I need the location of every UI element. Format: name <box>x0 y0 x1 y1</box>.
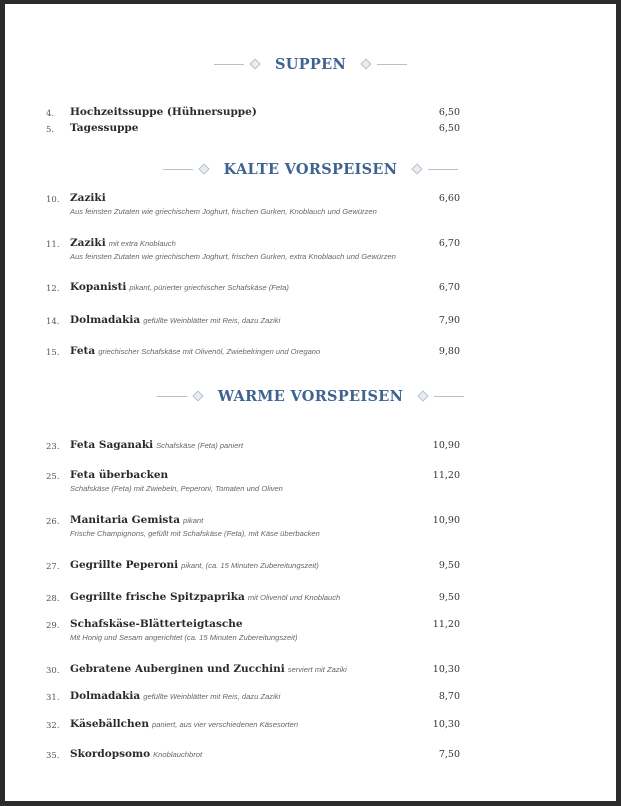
item-price: 10,90 <box>432 440 460 451</box>
item-note: paniert, aus vier verschiedenen Käsesorten <box>152 720 299 729</box>
item-price: 8,70 <box>438 691 460 702</box>
diamond-ornament-icon <box>360 58 371 69</box>
item-note: Schafskäse (Feta) paniert <box>156 441 244 450</box>
item-name: Käsebällchen paniert, aus vier verschiedenen Käsesorten <box>70 718 299 730</box>
item-price: 11,20 <box>432 619 460 630</box>
item-description: Schafskäse (Feta) mit Zwiebeln, Peperoni, Tomaten und Oliven <box>70 484 283 493</box>
item-description: Aus feinsten Zutaten wie griechischem Joghurt, frischen Gurken, Knoblauch und Gewürzen <box>70 207 377 216</box>
item-note: serviert mit Zaziki <box>287 665 347 674</box>
item-name: Dolmadakia gefüllte Weinblätter mit Reis, dazu Zaziki <box>70 314 281 326</box>
section-title-label: WARME VORSPEISEN <box>217 387 404 405</box>
item-number: 23. <box>46 442 60 452</box>
item-number: 26. <box>46 517 60 527</box>
item-number: 29. <box>46 621 60 631</box>
item-name: Zaziki mit extra Knoblauch <box>70 237 176 249</box>
item-price: 10,30 <box>432 719 460 730</box>
section-title-suppen <box>5 54 616 74</box>
item-price: 10,30 <box>432 664 460 675</box>
item-number: 5. <box>46 125 55 135</box>
item-note: mit extra Knoblauch <box>108 239 176 248</box>
item-number: 12. <box>46 284 60 294</box>
item-name: Feta Saganaki Schafskäse (Feta) paniert <box>70 439 244 451</box>
item-number: 27. <box>46 562 60 572</box>
item-name: Feta griechischer Schafskäse mit Olivenöl, Zwiebelringen und Oregano <box>70 345 321 357</box>
item-price: 7,90 <box>438 315 460 326</box>
menu-page <box>5 4 616 801</box>
diamond-ornament-icon <box>192 390 203 401</box>
item-name: Gebratene Auberginen und Zucchini serviert mit Zaziki <box>70 663 347 675</box>
item-note: gefüllte Weinblätter mit Reis, dazu Zaziki <box>143 692 281 701</box>
item-price: 6,70 <box>438 282 460 293</box>
item-note: pikant <box>183 516 204 525</box>
item-price: 9,80 <box>438 346 460 357</box>
item-name: Feta überbacken <box>70 469 169 481</box>
item-note: pikant, (ca. 15 Minuten Zubereitungszeit) <box>181 561 319 570</box>
item-number: 15. <box>46 348 60 358</box>
item-note: Knoblauchbrot <box>153 750 203 759</box>
item-name: Tagessuppe <box>70 122 139 134</box>
section-title-label: KALTE VORSPEISEN <box>223 160 398 178</box>
item-number: 10. <box>46 195 60 205</box>
item-note: griechischer Schafskäse mit Olivenöl, Zwiebelringen und Oregano <box>98 347 321 356</box>
diamond-ornament-icon <box>417 390 428 401</box>
item-price: 6,60 <box>438 193 460 204</box>
item-number: 30. <box>46 666 60 676</box>
item-price: 6,50 <box>438 123 460 134</box>
item-number: 4. <box>46 109 55 119</box>
item-description: Mit Honig und Sesam angerichtet (ca. 15 Minuten Zubereitungszeit) <box>70 633 298 642</box>
diamond-ornament-icon <box>249 58 260 69</box>
item-price: 10,90 <box>432 515 460 526</box>
item-price: 7,50 <box>438 749 460 760</box>
item-note: mit Olivenöl und Knoblauch <box>247 593 341 602</box>
item-price: 6,70 <box>438 238 460 249</box>
item-description: Aus feinsten Zutaten wie griechischem Joghurt, frischen Gurken, extra Knoblauch und Gewürzen <box>70 252 396 261</box>
section-title-warme-vorspeisen <box>5 386 616 406</box>
item-note: gefüllte Weinblätter mit Reis, dazu Zaziki <box>143 316 281 325</box>
item-number: 35. <box>46 751 60 761</box>
item-number: 31. <box>46 693 60 703</box>
item-number: 25. <box>46 472 60 482</box>
item-name: Manitaria Gemista pikant <box>70 514 204 526</box>
item-price: 6,50 <box>438 107 460 118</box>
diamond-ornament-icon <box>412 163 423 174</box>
section-title-kalte-vorspeisen <box>5 159 616 179</box>
item-name: Dolmadakia gefüllte Weinblätter mit Reis, dazu Zaziki <box>70 690 281 702</box>
item-name: Schafskäse-Blätterteigtasche <box>70 618 243 630</box>
item-price: 9,50 <box>438 592 460 603</box>
item-name: Skordopsomo Knoblauchbrot <box>70 748 203 760</box>
item-number: 32. <box>46 721 60 731</box>
item-name: Gegrillte frische Spitzpaprika mit Olivenöl und Knoblauch <box>70 591 341 603</box>
item-note: pikant, pürierter griechischer Schafskäse (Feta) <box>129 283 289 292</box>
item-description: Frische Champignons, gefüllt mit Schafskäse (Feta), mit Käse überbacken <box>70 529 320 538</box>
item-price: 11,20 <box>432 470 460 481</box>
item-number: 28. <box>46 594 60 604</box>
item-name: Zaziki <box>70 192 106 204</box>
item-name: Hochzeitssuppe (Hühnersuppe) <box>70 106 257 118</box>
diamond-ornament-icon <box>198 163 209 174</box>
item-price: 9,50 <box>438 560 460 571</box>
item-name: Kopanisti pikant, pürierter griechischer Schafskäse (Feta) <box>70 281 289 293</box>
section-title-label: SUPPEN <box>274 55 347 73</box>
item-name: Gegrillte Peperoni pikant, (ca. 15 Minuten Zubereitungszeit) <box>70 559 319 571</box>
item-number: 14. <box>46 317 60 327</box>
item-number: 11. <box>46 240 60 250</box>
